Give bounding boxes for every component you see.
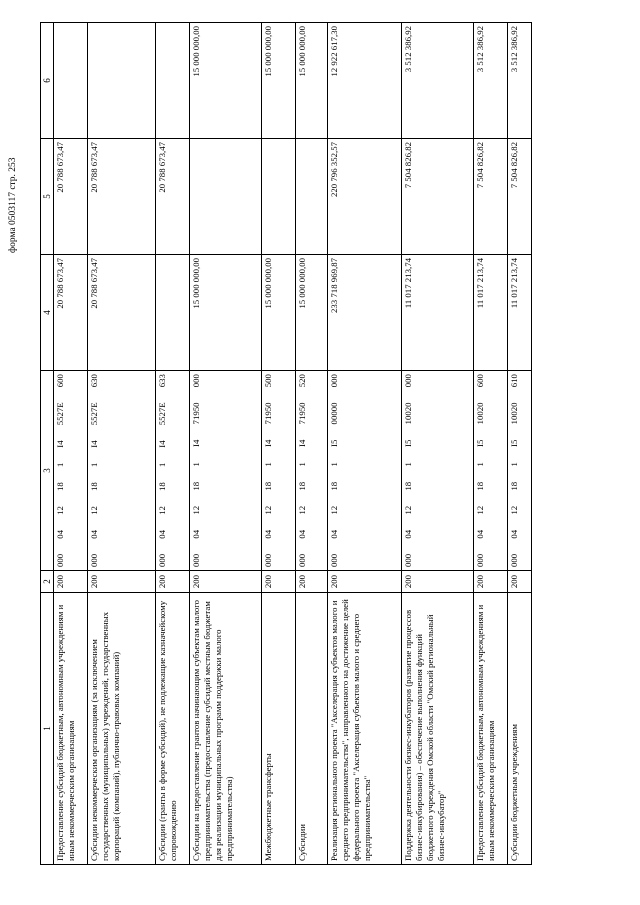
code-segment: 04 (191, 529, 201, 539)
code-segment: 630 (89, 374, 99, 388)
row-value-remaining: 3 512 386,92 (508, 23, 532, 139)
row-line-code: 200 (190, 571, 262, 593)
row-name: Предоставление субсидий бюджетным, автономным учреждениям и иным некоммерческим организациям (54, 593, 88, 865)
budget-code (329, 374, 340, 567)
code-segment: 12 (55, 506, 65, 515)
code-segment: 12 (191, 505, 201, 515)
code-segment: 04 (475, 529, 485, 539)
row-budget-code (262, 371, 296, 571)
code-segment: 1 (475, 462, 485, 467)
table-row (54, 23, 88, 865)
row-line-code: 200 (262, 571, 296, 593)
row-name: Межбюджетные трансферты (262, 593, 296, 865)
row-value-executed: 7 504 826,82 (508, 139, 532, 255)
code-segment: 5527E (89, 402, 99, 426)
code-segment: 12 (297, 505, 307, 515)
code-segment: 12 (157, 506, 167, 515)
col-header: 1 (41, 593, 54, 865)
code-segment: 71950 (297, 402, 307, 425)
row-value-approved: 233 718 969,87 (328, 255, 402, 371)
code-segment: 18 (297, 481, 307, 491)
code-segment: 18 (509, 481, 519, 491)
code-segment: 04 (509, 529, 519, 539)
code-segment: 600 (55, 374, 65, 388)
code-segment: 1 (89, 462, 99, 468)
row-budget-code (296, 371, 328, 571)
code-segment: 18 (191, 481, 201, 491)
code-segment: 10020 (403, 402, 413, 425)
row-value-approved: 20 788 673,47 (88, 255, 156, 371)
code-segment: 000 (191, 553, 201, 567)
row-line-code: 200 (402, 571, 474, 593)
row-budget-code (474, 371, 508, 571)
code-segment: I4 (89, 440, 99, 448)
col-header: 6 (41, 23, 54, 139)
row-name: Субсидии некоммерческим организациям (за исключением государственных (муниципальных) учреждений, государственных корпораций (компаний), публично-правовых компаний) (88, 593, 156, 865)
code-segment: 12 (263, 505, 273, 515)
code-segment: 000 (297, 553, 307, 567)
code-segment: 18 (263, 481, 273, 491)
col-header: 4 (41, 255, 54, 371)
row-value-approved (156, 255, 190, 371)
table-row (156, 23, 190, 865)
code-segment: I4 (55, 440, 65, 448)
row-budget-code (328, 371, 402, 571)
code-segment: I4 (297, 439, 307, 447)
budget-code (263, 374, 274, 567)
code-segment: 18 (329, 481, 339, 491)
row-name: Субсидии (гранты в форме субсидий), не подлежащие казначейскому сопровождению (156, 593, 190, 865)
col-header: 2 (41, 571, 54, 593)
budget-code (191, 374, 202, 567)
table-row (328, 23, 402, 865)
row-value-approved: 15 000 000,00 (262, 255, 296, 371)
code-segment: 1 (297, 462, 307, 467)
budget-code (157, 374, 168, 567)
code-segment: 000 (55, 553, 65, 567)
row-value-approved: 15 000 000,00 (296, 255, 328, 371)
row-value-executed: 220 796 352,57 (328, 139, 402, 255)
code-segment: 000 (329, 374, 339, 388)
code-segment: 633 (157, 374, 167, 388)
code-segment: 000 (475, 553, 485, 567)
code-segment: 000 (329, 553, 339, 567)
row-value-executed: 7 504 826,82 (402, 139, 474, 255)
code-segment: I4 (263, 439, 273, 447)
row-budget-code (88, 371, 156, 571)
code-segment: 04 (329, 529, 339, 539)
code-segment: 04 (55, 529, 65, 539)
budget-code (89, 374, 100, 567)
code-segment: 12 (475, 505, 485, 515)
row-line-code: 200 (474, 571, 508, 593)
code-segment: 000 (403, 374, 413, 388)
row-name: Субсидии (296, 593, 328, 865)
code-segment: I5 (475, 439, 485, 447)
row-line-code: 200 (508, 571, 532, 593)
row-budget-code (54, 371, 88, 571)
budget-table (40, 22, 532, 865)
code-segment: I4 (157, 440, 167, 448)
code-segment: 520 (297, 374, 307, 388)
code-segment: 04 (89, 529, 99, 539)
row-name: Субсидии на предоставление грантов начинающим субъектам малого предпринимательства (предоставление субсидий местным бюджетам для реализации муниципальных программ поддержки малого предпринимательства) (190, 593, 262, 865)
table-row (474, 23, 508, 865)
row-value-remaining (54, 23, 88, 139)
row-value-remaining: 3 512 386,92 (474, 23, 508, 139)
row-value-remaining (156, 23, 190, 139)
row-name: Предоставление субсидий бюджетным, автономным учреждениям и иным некоммерческим организациям (474, 593, 508, 865)
code-segment: 04 (297, 529, 307, 539)
row-budget-code (508, 371, 532, 571)
code-segment: 1 (191, 462, 201, 467)
row-value-remaining: 15 000 000,00 (190, 23, 262, 139)
row-value-remaining: 12 922 617,30 (328, 23, 402, 139)
row-value-executed: 20 788 673,47 (88, 139, 156, 255)
header-row (41, 23, 54, 865)
row-budget-code (190, 371, 262, 571)
col-header: 3 (41, 371, 54, 571)
code-segment: 5527E (55, 402, 65, 426)
code-segment: 71950 (263, 402, 273, 425)
code-segment: 71950 (191, 402, 201, 425)
code-segment: I5 (403, 439, 413, 447)
row-name: Поддержка деятельности бизнес-инкубаторов (развитие процессов бизнес-инкубирования) – обеспечение выполнения функций бюджетного учреждения Омской области "Омский региональный бизнес-инкубатор" (402, 593, 474, 865)
table-row (508, 23, 532, 865)
table-row (402, 23, 474, 865)
row-line-code: 200 (296, 571, 328, 593)
budget-code (55, 374, 66, 567)
code-segment: 12 (89, 506, 99, 515)
row-budget-code (156, 371, 190, 571)
row-value-executed: 20 788 673,47 (54, 139, 88, 255)
code-segment: 1 (55, 462, 65, 468)
row-value-executed (262, 139, 296, 255)
code-segment: 000 (263, 553, 273, 567)
code-segment: 10020 (475, 402, 485, 425)
code-segment: 1 (403, 462, 413, 467)
code-segment: 18 (475, 481, 485, 491)
table-row (190, 23, 262, 865)
row-value-approved: 11 017 213,74 (402, 255, 474, 371)
code-segment: 000 (509, 553, 519, 567)
code-segment: I4 (191, 439, 201, 447)
code-segment: 04 (403, 529, 413, 539)
code-segment: 04 (157, 529, 167, 539)
row-value-approved: 11 017 213,74 (474, 255, 508, 371)
code-segment: 18 (89, 482, 99, 492)
code-segment: 04 (263, 529, 273, 539)
code-segment: 600 (475, 374, 485, 388)
code-segment: 1 (263, 462, 273, 467)
budget-code (509, 374, 520, 567)
col-header: 5 (41, 139, 54, 255)
code-segment: 18 (403, 481, 413, 491)
code-segment: 12 (403, 505, 413, 515)
row-value-executed (296, 139, 328, 255)
code-segment: 000 (157, 553, 167, 567)
row-line-code: 200 (328, 571, 402, 593)
code-segment: 000 (191, 374, 201, 388)
code-segment: 000 (89, 553, 99, 567)
code-segment: 18 (157, 482, 167, 492)
table-row (88, 23, 156, 865)
table-row (262, 23, 296, 865)
row-line-code: 200 (156, 571, 190, 593)
budget-code (297, 374, 308, 567)
row-value-executed: 20 788 673,47 (156, 139, 190, 255)
row-name: Субсидии бюджетным учреждениям (508, 593, 532, 865)
budget-code (403, 374, 414, 567)
row-value-remaining: 15 000 000,00 (262, 23, 296, 139)
budget-code (475, 374, 486, 567)
row-value-remaining (88, 23, 156, 139)
code-segment: 1 (329, 462, 339, 467)
row-name: Реализация регионального проекта "Акселерация субъектов малого и среднего предпринимательства", направленного на достижение целей федерального проекта "Акселерация субъектов малого и среднего предпринимательства" (328, 593, 402, 865)
code-segment: 12 (509, 505, 519, 515)
row-value-executed (190, 139, 262, 255)
code-segment: 10020 (509, 402, 519, 425)
row-value-executed: 7 504 826,82 (474, 139, 508, 255)
code-segment: 12 (329, 505, 339, 515)
row-budget-code (402, 371, 474, 571)
code-segment: 18 (55, 482, 65, 492)
table-row (296, 23, 328, 865)
row-line-code: 200 (54, 571, 88, 593)
row-value-approved: 15 000 000,00 (190, 255, 262, 371)
code-segment: 5527E (157, 402, 167, 426)
row-value-approved: 11 017 213,74 (508, 255, 532, 371)
row-value-approved: 20 788 673,47 (54, 255, 88, 371)
code-segment: 500 (263, 374, 273, 388)
code-segment: 000 (403, 553, 413, 567)
code-segment: 1 (509, 462, 519, 467)
code-segment: I5 (509, 439, 519, 447)
code-segment: I5 (329, 439, 339, 447)
form-label: форма 0503117 стр. 253 (8, 157, 18, 253)
row-value-remaining: 3 512 386,92 (402, 23, 474, 139)
code-segment: 1 (157, 462, 167, 468)
row-line-code: 200 (88, 571, 156, 593)
code-segment: 00000 (329, 402, 339, 425)
code-segment: 610 (509, 374, 519, 388)
row-value-remaining: 15 000 000,00 (296, 23, 328, 139)
